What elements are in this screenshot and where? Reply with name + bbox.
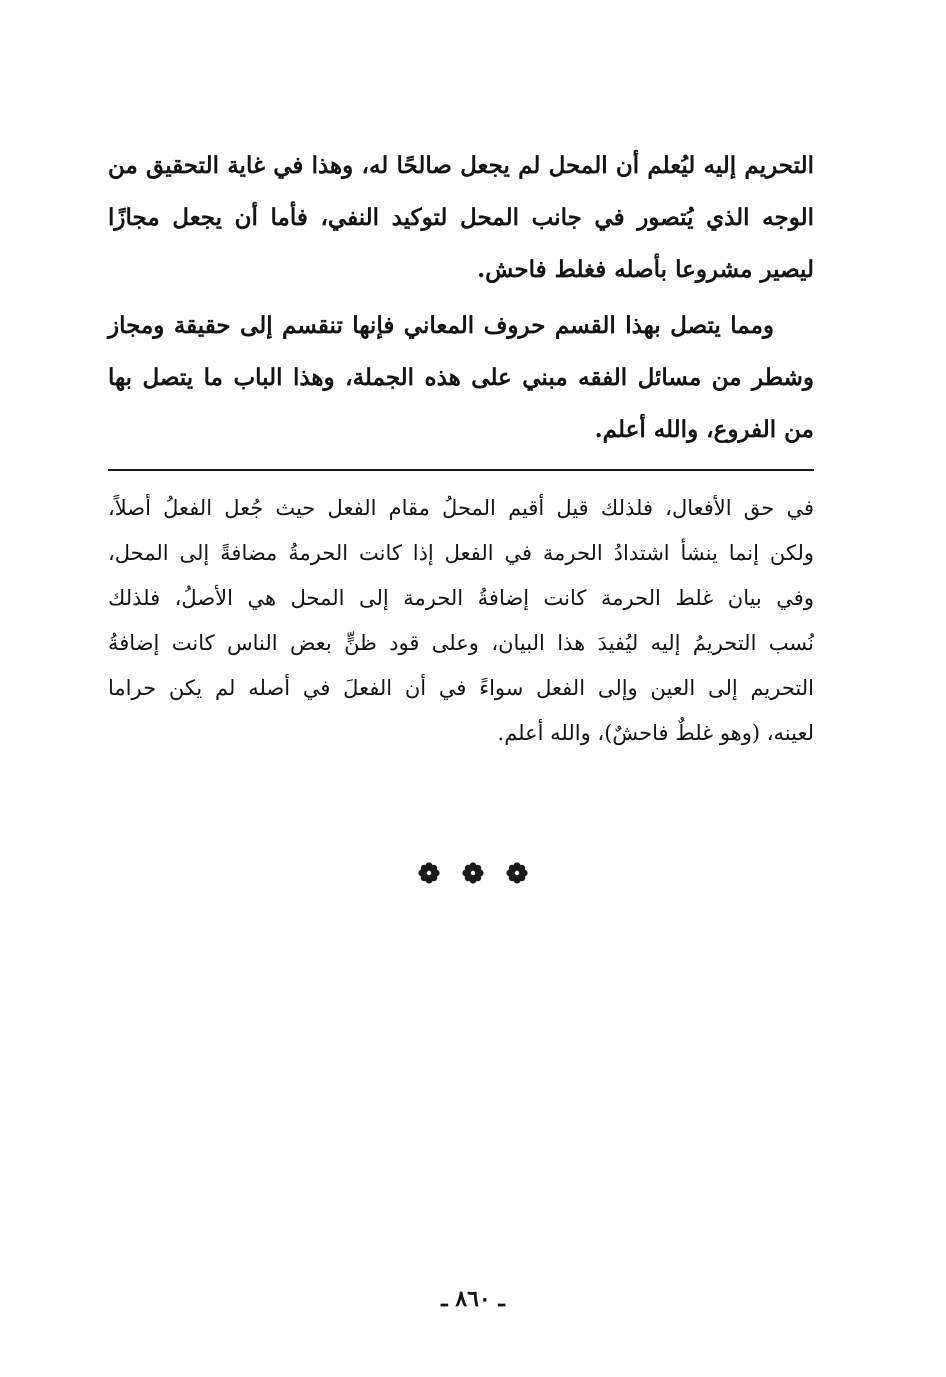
footnote-separator: [108, 469, 814, 471]
text-line: ليصير مشروعا بأصله فغلط فاحش.: [477, 256, 814, 283]
footnote-line: وفي بيان غلط الحرمة كانت إضافةُ الحرمة إلى المحل هي الأصلُ، فلذلك: [108, 586, 814, 610]
flower-ornament-icon: [462, 862, 484, 884]
text-line: وشطر من مسائل الفقه مبني على هذه الجملة، وهذا الباب ما يتصل بها: [108, 364, 814, 391]
main-paragraph-2: [108, 300, 814, 456]
page-number: ـ ٨٦٠ ـ: [441, 1286, 505, 1312]
footnote-line: التحريم إلى العين وإلى الفعل سواءً في أن الفعلَ في أصله لم يكن حراما: [108, 676, 814, 700]
text-line: من الفروع، والله أعلم.: [594, 416, 814, 443]
section-ornaments: [0, 862, 946, 889]
flower-ornament-icon: [418, 862, 440, 884]
footnotes: [108, 486, 814, 756]
main-paragraph-1: [108, 140, 814, 296]
footnote-line: ولكن إنما ينشأ اشتدادُ الحرمة في الفعل إذا كانت الحرمةُ مضافةً إلى المحل،: [108, 541, 814, 565]
footnote-line: لعينه، (وهو غلطٌ فاحشٌ)، والله أعلم.: [497, 721, 814, 745]
text-line: ومما يتصل بهذا القسم حروف المعاني فإنها تنقسم إلى حقيقة ومجاز: [108, 312, 774, 339]
footnote-line: نُسب التحريمُ إليه ليُفيدَ هذا البيان، وعلى قود ظنٍّ بعض الناس كانت إضافةُ: [108, 631, 814, 655]
footnote-line: في حق الأفعال، فلذلك قيل أقيم المحلُ مقام الفعل حيث جُعل الفعلُ أصلاً،: [108, 496, 814, 520]
text-line: التحريم إليه ليُعلم أن المحل لم يجعل صالحًا له، وهذا في غاية التحقيق من: [108, 152, 814, 179]
text-line: الوجه الذي يُتصور في جانب المحل لتوكيد النفي، فأما أن يجعل مجازًا: [108, 204, 814, 231]
flower-ornament-icon: [506, 862, 528, 884]
